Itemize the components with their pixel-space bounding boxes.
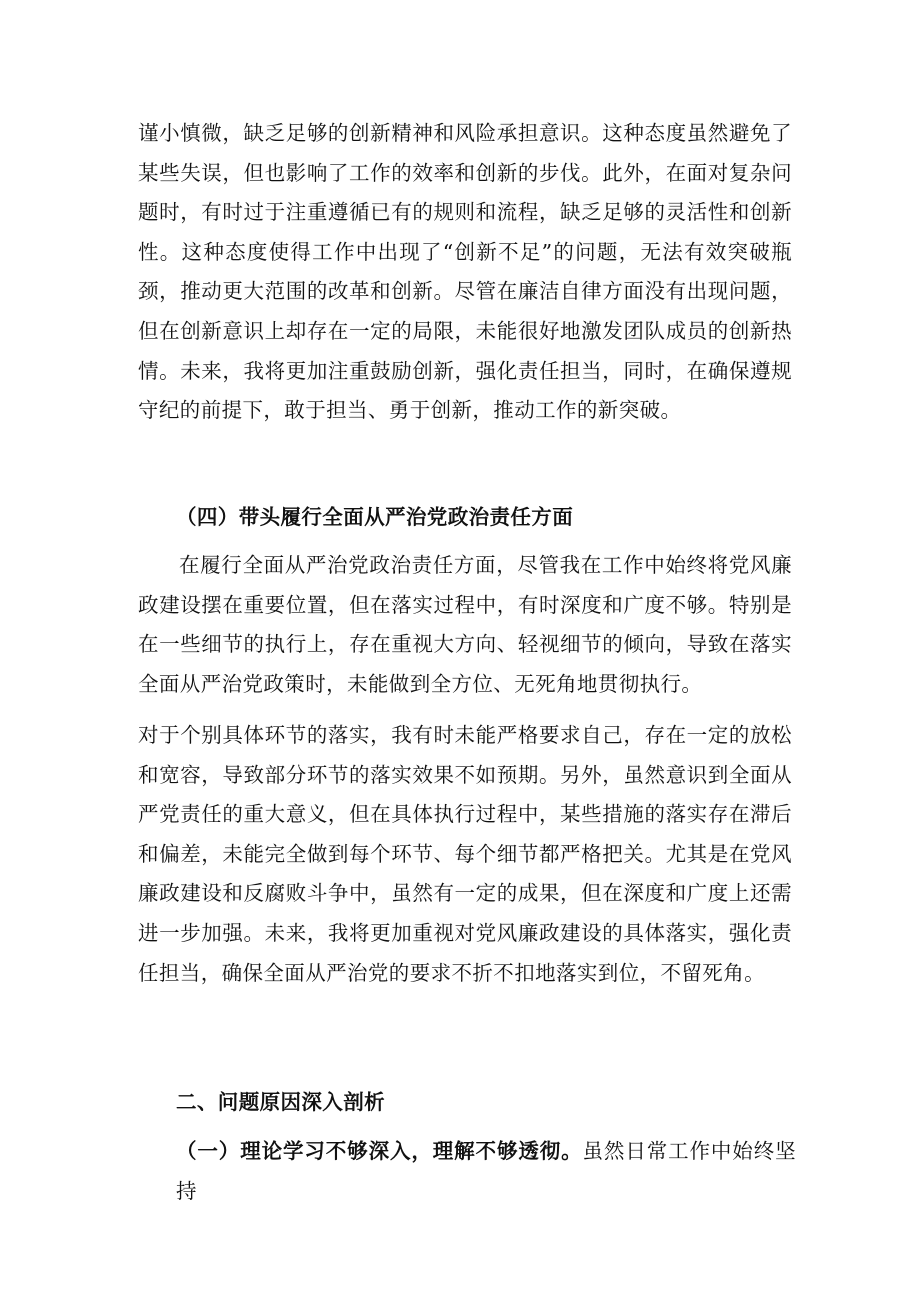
paragraph-continued: 谨小慎微，缺乏足够的创新精神和风险承担意识。这种态度虽然避免了某些失误，但也影响了工作的效率和创新的步伐。此外，在面对复杂问题时，有时过于注重遵循已有的规则和流程，缺乏足够的灵活性和创新性。这种态度使得工作中出现了“创新不足”的问题，无法有效突破瓶颈，推动更大范围的改革和创新。尽管在廉洁自律方面没有出现问题，但在创新意识上却存在一定的局限，未能很好地激发团队成员的创新热情。未来，我将更加注重鼓励创新，强化责任担当，同时，在确保遵规守纪的前提下，敢于担当、勇于创新，推动工作的新突破。 — [138, 121, 792, 423]
section-heading-two: 二、问题原因深入剖析 — [176, 1090, 385, 1114]
paragraph-lead-bold: （一）理论学习不够深入，理解不够透彻。 — [176, 1139, 583, 1163]
paragraph-lead-rest: 虽然日常工作中始终坚持 — [176, 1139, 796, 1203]
paragraph-responsibility: 在履行全面从严治党政治责任方面，尽管我在工作中始终将党风廉政建设摆在重要位置，但在落实过程中，有时深度和广度不够。特别是在一些细节的执行上，存在重视大方向、轻视细节的倾向，导致在落实全面从严治党政策时，未能做到全方位、无死角地贯彻执行。 — [138, 553, 792, 696]
paragraph-theory-study — [176, 1132, 796, 1211]
paragraph-implementation: 对于个别具体环节的落实，我有时未能严格要求自己，存在一定的放松和宽容，导致部分环节的落实效果不如预期。另外，虽然意识到全面从严党责任的重大意义，但在具体执行过程中，某些措施的落实存在滞后和偏差，未能完全做到每个环节、每个细节都严格把关。尤其是在党风廉政建设和反腐败斗争中，虽然有一定的成果，但在深度和广度上还需进一步加强。未来，我将更加重视对党风廉政建设的具体落实，强化责任担当，确保全面从严治党的要求不折不扣地落实到位，不留死角。 — [138, 723, 792, 985]
subheading-four: （四）带头履行全面从严治党政治责任方面 — [176, 505, 574, 529]
